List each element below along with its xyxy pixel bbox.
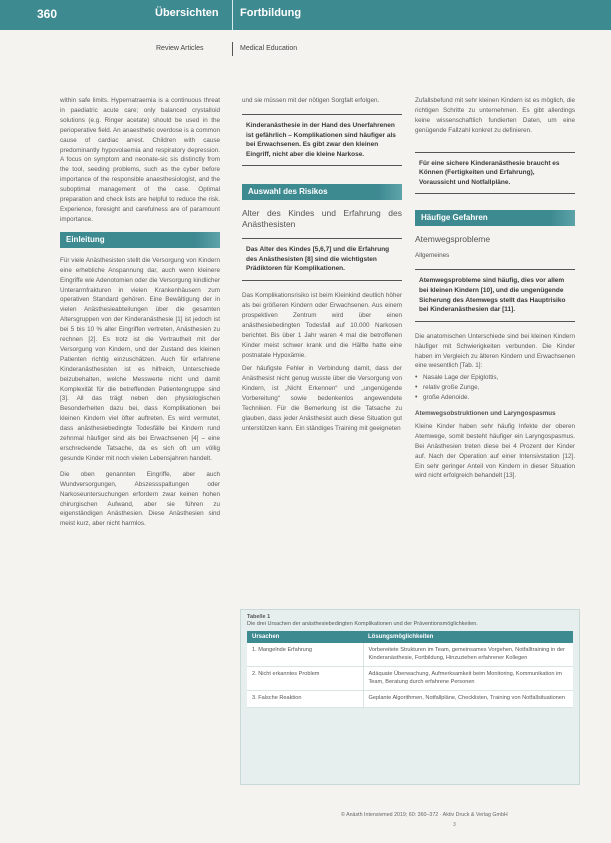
section-heading-risiko: Auswahl des Risikos: [242, 184, 402, 200]
list-item: • große Adenoide.: [415, 393, 575, 403]
page-header: [0, 0, 611, 30]
key-statement-box-4: Atemwegsprobleme sind häufig, dies vor allem bei kleinen Kindern [10], und die ungenügende Sicherung des Atemwegs stellt das Hauptrisiko bei Kinderanästhesien dar [11].: [415, 269, 575, 321]
copyright-footer: © Anästh Intensivmed 2019; 60: 360–372 · Aktiv Druck & Verlag GmbH: [341, 812, 508, 818]
column-1: [60, 96, 220, 529]
key-statement-box-2: Das Alter des Kindes [5,6,7] und die Erfahrung des Anästhesisten [8] sind die wichtigsten Prädiktoren für Komplikationen.: [242, 238, 402, 281]
column-header: Ursachen: [252, 634, 280, 640]
table-cell-cause: 2. Nicht erkanntes Problem: [247, 667, 363, 691]
key-statement-box: Kinderanästhesie in der Hand des Unerfahrenen ist gefährlich – Komplikationen sind häufiger als bei Erwachsenen. Es gibt zwar den kleinen Eingriff, nicht aber die kleine Narkose.: [242, 114, 402, 166]
abstract-text: within safe limits. Hypernatraemia is a continuous threat in paediatric acute care; only balanced crystalloid solutions (e.g. Ringer acetate) should be used in the perioperative field. An anaesthetic overdose is a common cause of cardiac arrest. Children with cause predominantly hypovolaemia and respiratory depression. A focus on symptom and neonate-sic sis distinctly from the tool, seeding problems, such as the cyber before importance of the responsible anaesthesiologist, and the suboptimal management of the case. Optimal preparation and check lists are helpful to reduce the risk. Experience, foresight and carefulness are of paramount importance.: [60, 97, 220, 223]
section-heading-gefahren: Häufige Gefahren: [415, 210, 575, 226]
table-row: [247, 643, 573, 667]
table-cell-cause: 1. Mangelnde Erfahrung: [247, 643, 363, 667]
column-3: [415, 96, 575, 481]
table-cell-cause: 3. Falsche Reaktion: [247, 691, 363, 708]
col2-paragraph-2: Das Komplikationsrisiko ist beim Kleinkind deutlich höher als bei größeren Kindern oder Erwachsenen. Aus einem prospektiven Zentrum wird über einen anästhesiebedingten Todesfall auf 10.000 Narkosen berichtet. Bis über 1 Jahr waren 4 mal die betroffenen Kinder meist schwer krank und die Hälfte hatte eine postnatale Hypoxämie.: [242, 292, 402, 359]
subheader-divider: [232, 42, 233, 56]
column-header: Lösungsmöglichkeiten: [368, 634, 434, 640]
subheading-laryngospasmus: Atemwegsobstruktionen und Laryngospasmus: [415, 410, 556, 418]
subheading-atemweg: Atemwegsprobleme: [415, 234, 491, 245]
complications-table: [247, 631, 573, 708]
intro-paragraph: Für viele Anästhesisten stellt die Versorgung von Kindern eine erhebliche Anspannung dar, auch wenn kleinere Eingriffe wie Adenotomien oder die Versorgung kindlicher Unterarmfrakturen in vielen Krankenhäusern zum operativen Standard gehören. Eine Bewältigung der in vielen Anästhesieabteilungen über die gesamten Altersgruppen von der Kinderanästhesie [1] ist jedoch ist bei 5 bis 10 % aller Eingriffen vertreten, Anästhesien zu rechnen [2]. Es trotz ist die Vertrautheit mit der Versorgung von Kindern, und der Zustand des kleinen Patienten richtig einzuschätzen. Auch für erfahrene Kinderanästhesisten ist es hilfreich, Unterschiede beizubehalten, welche Messwerte nicht und damit Komplexität für die betreffenden Patientengruppe sind [3]. All das trägt neben den physiologischen Besonderheiten dazu bei, dass Komplikationen bei kleinen Kindern viel öfter auftreten. Es wird vermutet, dass anästhesiebedingte Todesfälle bei Kindern rund zehnmal häufiger sind als bei Erwachsenen [4] – eine erschreckende Tatsache, da es sich oft um völlig gesunde Kinder mit noch vielen Lebensjahren handelt.: [60, 256, 220, 462]
subheading-alter: Alter des Kindes und Erfahrung des Anästhesisten: [242, 208, 402, 230]
key-statement-box-3: Für eine sichere Kinderanästhesie braucht es Können (Fertigkeiten und Erfahrung), Voraussicht und Notfallpläne.: [415, 152, 575, 195]
subheader-right: Medical Education: [240, 45, 298, 52]
col2-paragraph-3: Der häufigste Fehler in Verbindung damit, dass der Anästhesist nicht genug wusste über die Versorgung von Kindern, ist „Nicht Erkennen“ und „ungenügende Vorbereitung“ sowie bedenkenlos angewendete Techniken. Für die Bemerkung ist die Tatsache zu glauben, dass jeder Anästhesist auch diese Situation gut unterstützen kann. Ein ständiges Training mit geeigneten: [242, 365, 402, 432]
list-item: • relativ große Zunge,: [415, 383, 575, 393]
intro-paragraph-2: Die oben genannten Eingriffe, aber auch Wundversorgungen, Abszessspaltungen oder Narkoseuntersuchungen erfordern zwar keinen hohen chirurgischen Aufwand, aber sie führen zu eigenständigen Anästhesien. Diese Anästhesien sind meist kurz, aber nicht harmlos.: [60, 470, 220, 528]
table-caption-text: Die drei Ursachen der anästhesiebedingten Komplikationen und der Präventionsmöglichkeiten.: [247, 621, 478, 627]
col3-paragraph-3: Kleine Kinder haben sehr häufig Infekte der oberen Atemwege, somit besteht häufiger ein Laryngospasmus. Bei Anästhesien treten diese bei 4 Prozent der Kinder auf. Nach der Operation auf einer Intensivstation [12]. Ein sehr geringer Anteil von Kindern in dieser Situation wird nicht erfolgreich behandelt [13].: [415, 422, 575, 480]
page-number: 360: [37, 7, 58, 21]
column-2: [242, 96, 402, 434]
col2-paragraph-1: und sie müssen mit der nötigen Sorgfalt erfolgen.: [242, 97, 380, 104]
table-row: [247, 691, 573, 708]
col3-paragraph-1: Zufallsbefund mit sehr kleinen Kindern ist es möglich, die richtigen Schritte zu unternehmen. Es gibt allerdings keine wissenschaftlich fundierten Daten, um eine genügende Fallzahl konkret zu definieren.: [415, 97, 575, 134]
list-item: • Nasale Lage der Epiglottis,: [415, 373, 575, 383]
table-cell-solution: Adäquate Überwachung, Aufmerksamkeit beim Monitoring, Kommunikation im Team, Beratung durch erfahrene Personen: [363, 667, 573, 691]
section-label-left: Übersichten: [155, 7, 219, 19]
table-caption-title: Tabelle 1: [247, 614, 271, 620]
table-row: [247, 667, 573, 691]
table-1: [240, 609, 580, 785]
subheading-allgemeines: Allgemeines: [415, 252, 450, 260]
table-header-row: [247, 631, 573, 643]
header-divider: [232, 0, 233, 30]
col3-paragraph-2: Die anatomischen Unterschiede sind bei kleinen Kindern häufiger mit Schwierigkeiten verbunden. Die Kinder haben im Vergleich zu älteren Kindern und Erwachsenen eine wesentlich [Tab. 1]:: [415, 332, 575, 370]
table-cell-solution: Geplante Algorithmen, Notfallpläne, Checklisten, Training von Notfallsituationen: [363, 691, 573, 708]
section-heading-einleitung: Einleitung: [60, 232, 220, 248]
subheader-left: Review Articles: [156, 45, 204, 52]
section-label-right: Fortbildung: [240, 7, 302, 19]
footer-number: 3: [453, 822, 456, 828]
anatomy-list: [415, 373, 575, 403]
table-cell-solution: Vorbereitete Strukturen im Team, gemeinsames Vorgehen, Notfalltraining in der Kinderanästhesie, Fortbildung, Hinzuziehen erfahrener Kollegen: [363, 643, 573, 667]
